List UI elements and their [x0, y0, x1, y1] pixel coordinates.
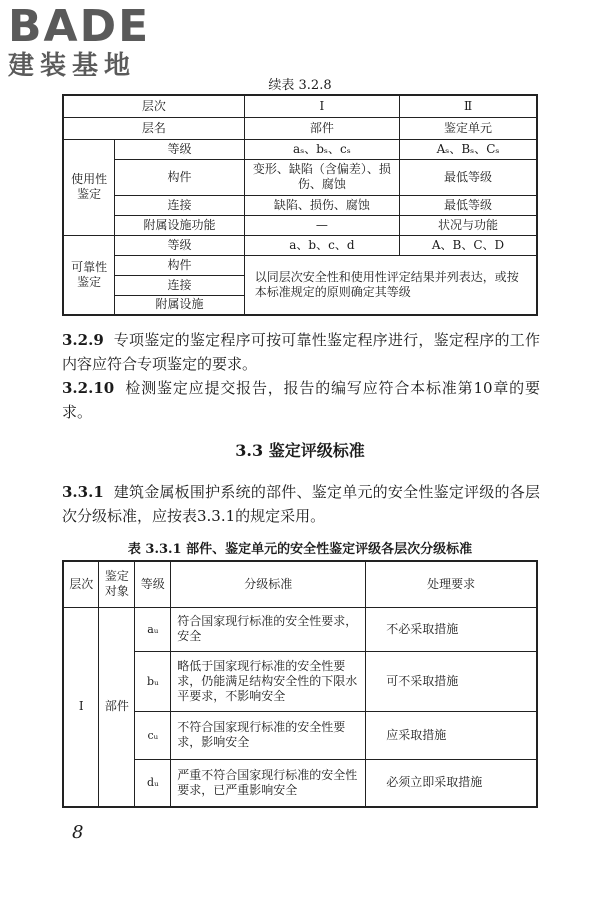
table-cell: 部件: [244, 117, 399, 139]
table-row: [63, 235, 537, 255]
grade-cell: cᵤ: [135, 711, 171, 759]
table-cell: 构件: [115, 159, 244, 195]
table-cell: A、B、C、D: [400, 235, 537, 255]
table-cell: 鉴定单元: [400, 117, 537, 139]
section-heading: 3.3 鉴定评级标准: [235, 441, 365, 460]
action-cell: 可不采取措施: [366, 651, 537, 711]
action-cell: 不必采取措施: [366, 607, 537, 651]
table-3-2-8-continued: [62, 94, 538, 316]
table-row: [63, 215, 537, 235]
group-label-use: 使用性鉴定: [63, 139, 115, 235]
grade-cell: dᵤ: [135, 759, 171, 807]
table-cell: Aₛ、Bₛ、Cₛ: [400, 139, 537, 159]
table-cell: 等级: [115, 139, 244, 159]
table-cell: 构件: [115, 255, 244, 275]
table-cell: 连接: [115, 195, 244, 215]
table2-caption: 表 3.3.1 部件、鉴定单元的安全性鉴定评级各层次分级标准: [127, 542, 473, 557]
logo: [8, 1, 151, 82]
grade-cell: aᵤ: [135, 607, 171, 651]
table-header-cell: 等级: [135, 561, 171, 607]
action-cell: 必须立即采取措施: [366, 759, 537, 807]
table-header-cell: Ⅱ: [400, 95, 537, 117]
standard-cell: 略低于国家现行标准的安全性要求，仍能满足结构安全性的下限水平要求，不影响安全: [171, 651, 366, 711]
clause-text: 专项鉴定的鉴定程序可按可靠性鉴定程序进行，鉴定程序的工作内容应符合专项鉴定的要求。: [62, 331, 540, 373]
clause-3-3-1: [62, 480, 540, 528]
table-row: [63, 651, 537, 711]
table-header-cell: Ⅰ: [244, 95, 399, 117]
table-row: [63, 561, 537, 607]
table-row: [63, 95, 537, 117]
table-cell: 缺陷、损伤、腐蚀: [244, 195, 399, 215]
grade-cell: bᵤ: [135, 651, 171, 711]
table-cell: 层名: [63, 117, 244, 139]
table-header-cell: 分级标准: [171, 561, 366, 607]
table-cell: 变形、缺陷（含偏差）、损伤、腐蚀: [244, 159, 399, 195]
standard-cell: 符合国家现行标准的安全性要求，安全: [171, 607, 366, 651]
table-row: [63, 159, 537, 195]
logo-wordmark: BADE: [8, 1, 151, 52]
table-cell: aₛ、bₛ、cₛ: [244, 139, 399, 159]
clause-number: 3.2.9: [62, 331, 104, 349]
table-cell: 连接: [115, 275, 244, 295]
clause-number: 3.2.10: [62, 379, 115, 397]
standard-cell: 严重不符合国家现行标准的安全性要求，已严重影响安全: [171, 759, 366, 807]
table-cell: a、b、c、d: [244, 235, 399, 255]
clause-number: 3.3.1: [62, 483, 104, 501]
table-header-cell: 处理要求: [366, 561, 537, 607]
table-header-cell: 层次: [63, 95, 244, 117]
clause-text: 建筑金属板围护系统的部件、鉴定单元的安全性鉴定评级的各层次分级标准，应按表3.3.1的规定采用。: [62, 483, 540, 525]
clause-3-2-9: [62, 328, 540, 376]
table-3-3-1: [62, 560, 538, 808]
group-label-reliability: 可靠性鉴定: [63, 235, 115, 315]
table-cell: 状况与功能: [400, 215, 537, 235]
table-cell: 等级: [115, 235, 244, 255]
table-row: [63, 711, 537, 759]
table-row: [63, 255, 537, 275]
table-row: [63, 607, 537, 651]
table-cell: 最低等级: [400, 195, 537, 215]
object-cell: 部件: [99, 607, 135, 807]
table-row: [63, 139, 537, 159]
table-header-cell: 鉴定对象: [99, 561, 135, 607]
logo-subtitle: 建装基地: [8, 51, 137, 81]
action-cell: 应采取措施: [366, 711, 537, 759]
table-cell: 最低等级: [400, 159, 537, 195]
table-cell: 附属设施功能: [115, 215, 244, 235]
clause-3-2-10: [62, 376, 540, 424]
standard-cell: 不符合国家现行标准的安全性要求，影响安全: [171, 711, 366, 759]
table-row: [63, 759, 537, 807]
table-row: [63, 195, 537, 215]
clause-text: 检测鉴定应提交报告，报告的编写应符合本标准第10章的要求。: [62, 379, 540, 421]
table-cell: —: [244, 215, 399, 235]
table-row: [63, 117, 537, 139]
page-number: 8: [72, 822, 84, 843]
merged-note-cell: 以同层次安全性和使用性评定结果并列表达，或按本标准规定的原则确定其等级: [244, 255, 537, 315]
table1-caption: 续表 3.2.8: [268, 78, 332, 93]
table-header-cell: 层次: [63, 561, 99, 607]
level-cell: Ⅰ: [63, 607, 99, 807]
table-cell: 附属设施: [115, 295, 244, 315]
